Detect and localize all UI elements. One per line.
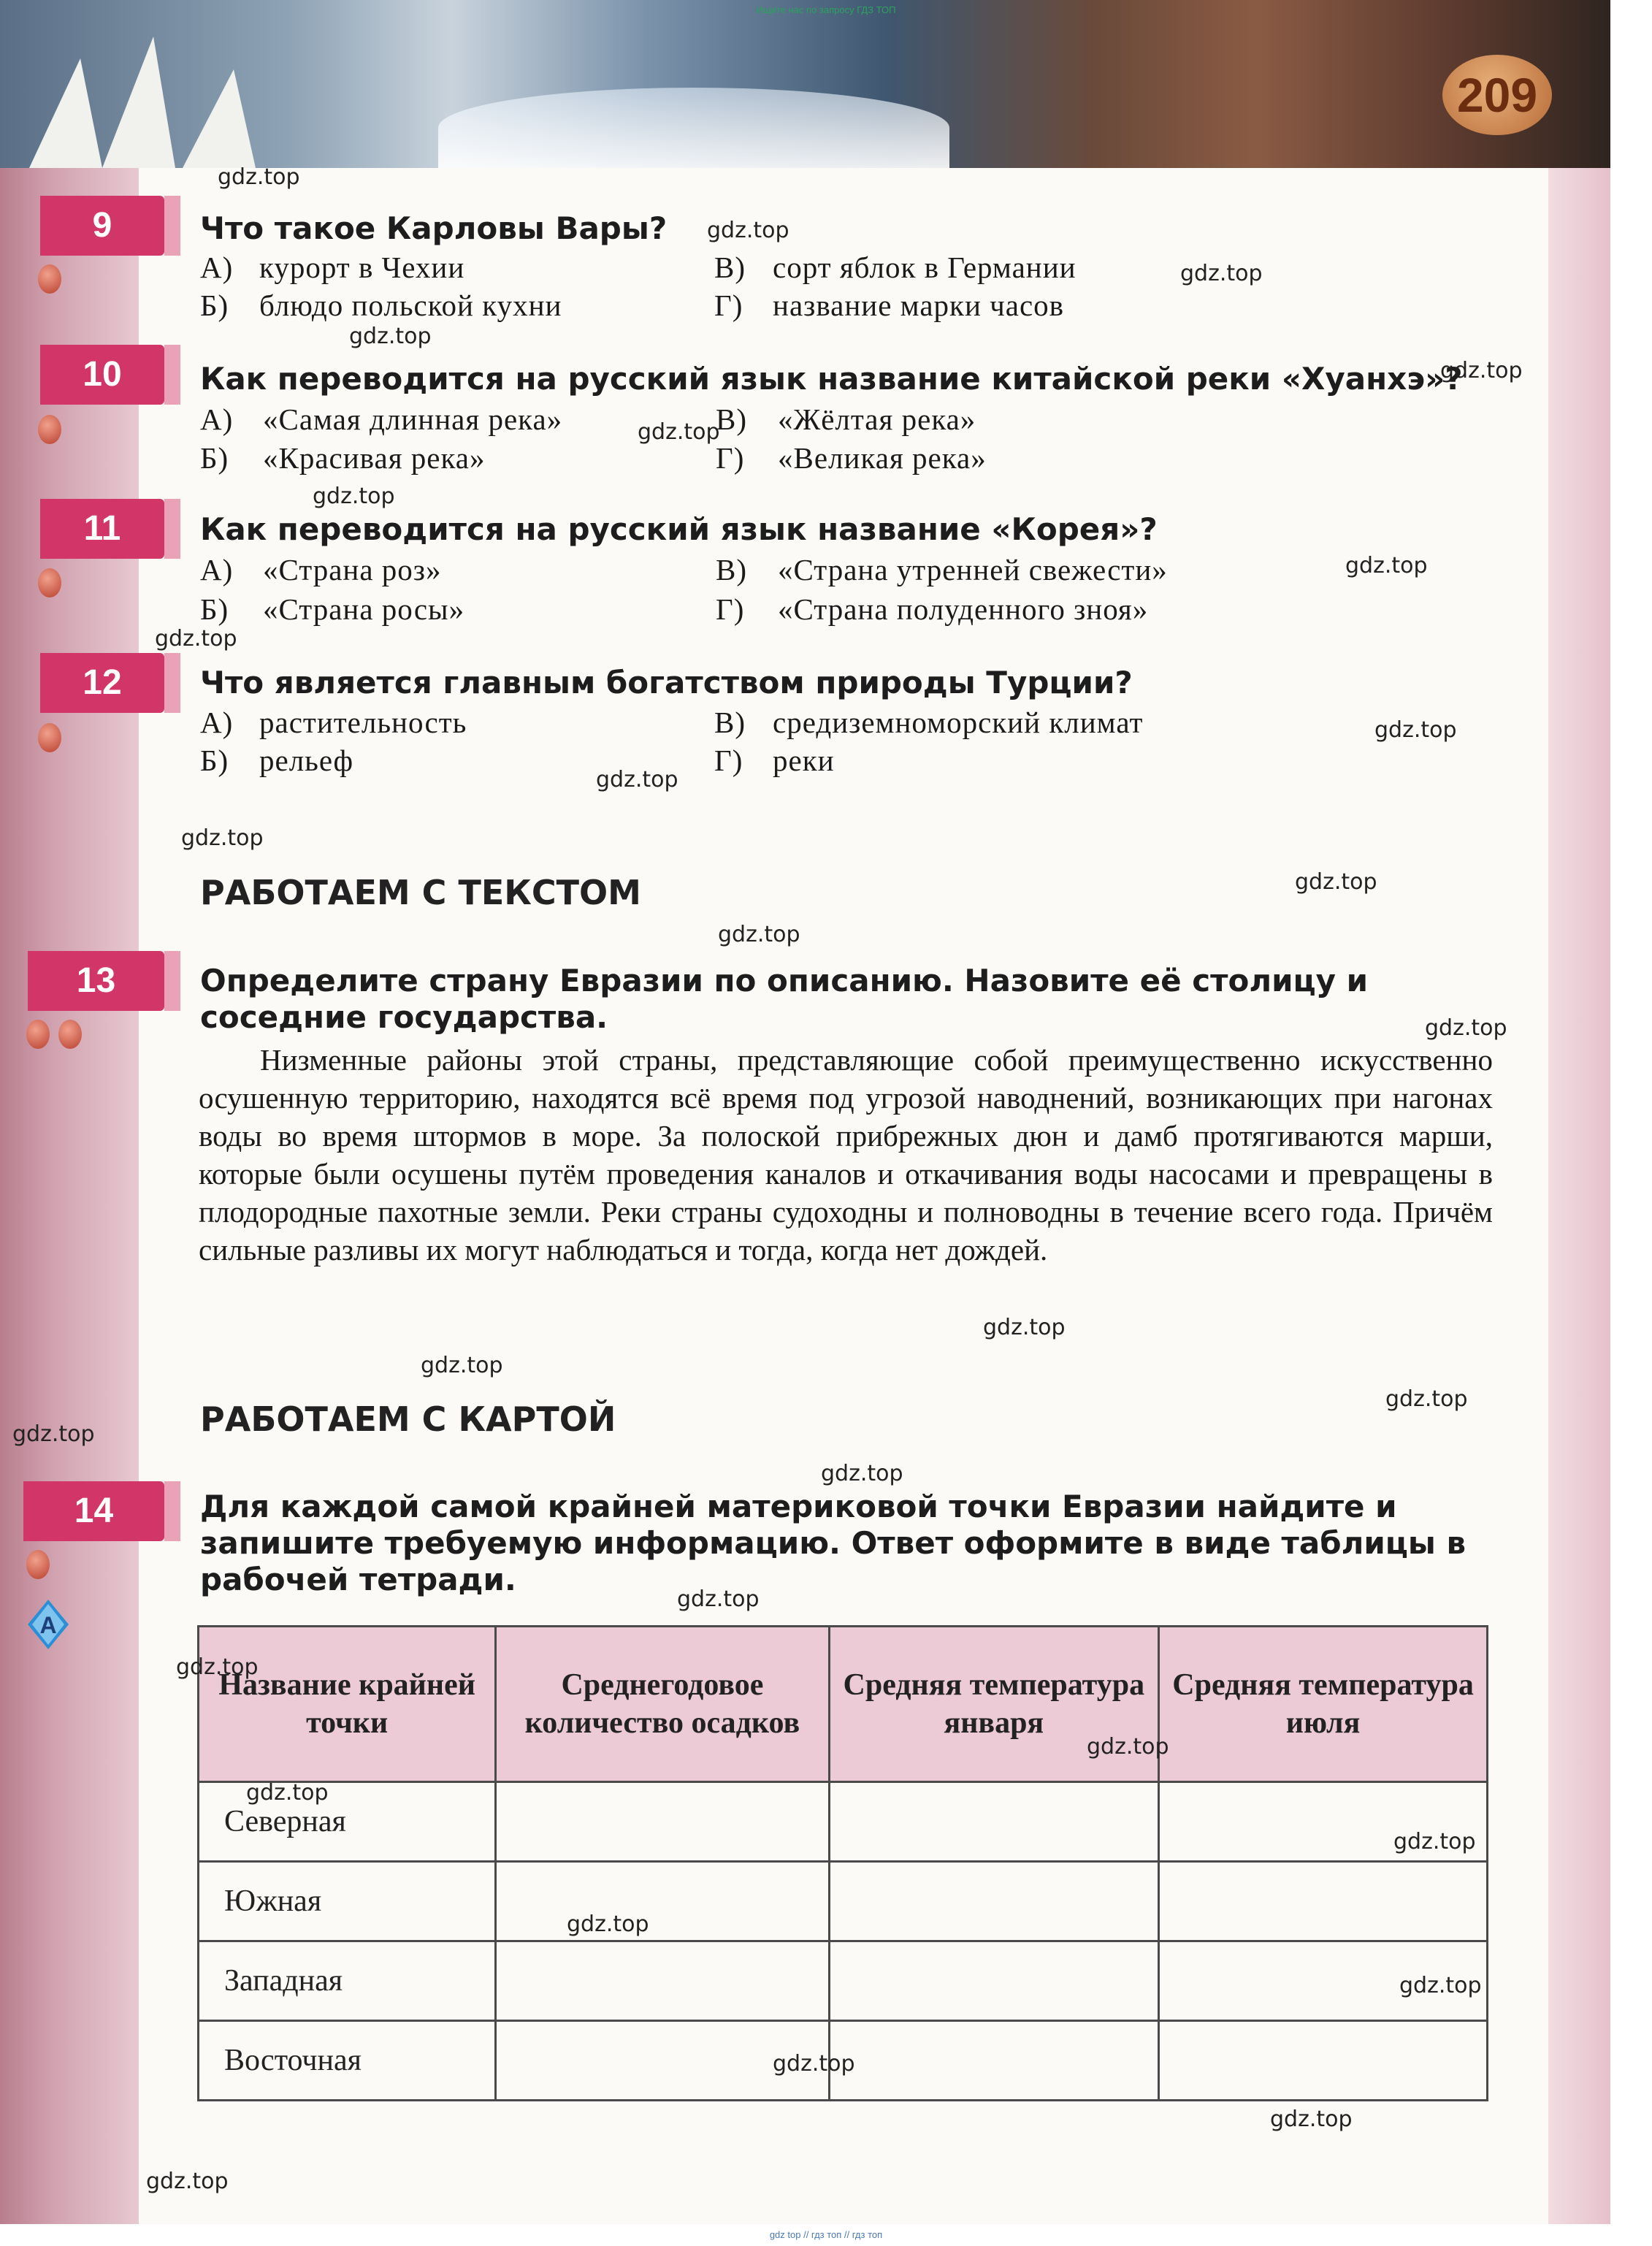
row-label: Северная [199,1782,496,1862]
table-header: Средняя температура июля [1159,1627,1488,1782]
header-photo-banner [0,0,1610,168]
empty-cell [829,1862,1159,1941]
option-text: реки [773,744,835,777]
difficulty-dot [38,568,61,597]
option-text: курорт в Чехии [259,251,465,284]
question-title: Как переводится на русский язык название китайской реки «Хуанхэ»? [200,361,1463,397]
table-row [199,1862,1488,1941]
question-title: Как переводится на русский язык название «Корея»? [200,511,1158,547]
watermark: gdz.top [983,1315,1066,1340]
option-letter: В) [716,553,747,587]
empty-cell [829,1782,1159,1862]
watermark: gdz.top [181,825,264,851]
watermark: gdz.top [1385,1386,1468,1412]
row-label: Южная [199,1862,496,1941]
watermark: gdz.top [1393,1829,1476,1855]
option-letter: Б) [200,289,229,322]
option-text: «Самая длинная река» [263,402,563,436]
option-letter: Г) [714,289,743,322]
opera-house-shell [102,37,175,168]
watermark: gdz.top [155,626,237,652]
option-letter: А) [200,251,234,284]
option-letter: В) [714,706,746,739]
section-heading: РАБОТАЕМ С ТЕКСТОМ [200,873,641,912]
option-text: растительность [259,706,467,739]
table-row [199,1941,1488,2021]
wave-photo [438,88,949,168]
table-header: Среднегодовое количество осадков [496,1627,829,1782]
watermark: gdz.top [821,1461,903,1486]
option-text: «Страна утренней свежести» [778,553,1168,587]
option-text: название марки часов [773,289,1065,322]
option-text: «Великая река» [778,441,987,475]
atlas-icon [28,1600,69,1649]
watermark: gdz.top [246,1780,329,1806]
task-number-badge: 14 [23,1481,164,1541]
watermark: gdz.top [1087,1734,1169,1760]
watermark: gdz.top [146,2169,229,2194]
row-label: Восточная [199,2021,496,2101]
watermark: gdz.top [677,1586,760,1612]
difficulty-dot [26,1550,50,1579]
watermark: gdz.top [596,767,678,792]
question-title: Что такое Карловы Вары? [200,210,668,246]
difficulty-dot [26,1020,50,1049]
option-text: «Страна полуденного зноя» [778,592,1149,626]
watermark: gdz.top [1425,1015,1507,1041]
option-text: блюдо польской кухни [259,289,562,322]
task-number-badge: 11 [40,499,164,559]
watermark: gdz.top [638,419,720,445]
difficulty-dot [58,1020,82,1049]
option-text: «Страна роз» [263,553,442,587]
top-credit-text: Ищите нас по запросу ГДЗ ТОП [756,4,896,15]
table-header: Средняя температура января [829,1627,1159,1782]
option-letter: Б) [200,441,229,475]
task-number-badge: 12 [40,653,164,713]
atlas-icon-letter: A [39,1612,57,1638]
page-number: 209 [1442,55,1552,135]
watermark: gdz.top [12,1421,95,1447]
empty-cell [829,1941,1159,2021]
option-letter: Г) [714,744,743,777]
question-title: Что является главным богатством природы Турции? [200,665,1133,700]
table-row [199,1782,1488,1862]
option-letter: Г) [716,592,745,626]
opera-house-shell [183,69,256,168]
opera-house-shell [29,58,102,168]
watermark: gdz.top [1345,553,1428,578]
option-text: «Страна росы» [263,592,465,626]
row-label: Западная [199,1941,496,2021]
option-letter: В) [714,251,746,284]
task-number-badge: 13 [28,951,164,1011]
watermark: gdz.top [1270,2106,1353,2132]
empty-cell [1159,2021,1488,2101]
difficulty-dot [38,415,61,444]
option-text: средиземноморский климат [773,706,1144,739]
watermark: gdz.top [1440,358,1523,383]
answer-table [197,1625,1488,2101]
left-decorative-strip [0,0,139,2224]
bottom-credit-text: gdz top // гдз топ // гдз топ [769,2229,883,2240]
task-number-badge: 10 [40,345,164,405]
empty-cell [496,1782,829,1862]
right-decorative-strip [1548,168,1610,2224]
option-text: рельеф [259,744,354,777]
empty-cell [829,2021,1159,2101]
watermark: gdz.top [218,164,300,190]
option-letter: Г) [716,441,745,475]
option-text: «Красивая река» [263,441,486,475]
watermark: gdz.top [1374,717,1457,743]
watermark: gdz.top [567,1911,649,1937]
watermark: gdz.top [1399,1973,1482,1998]
table-header: Название крайней точки [199,1627,496,1782]
option-letter: А) [200,553,234,587]
option-letter: Б) [200,744,229,777]
difficulty-dot [38,723,61,752]
task-number-badge: 9 [40,196,164,256]
empty-cell [1159,1862,1488,1941]
difficulty-dot [38,264,61,294]
watermark: gdz.top [349,324,432,349]
watermark: gdz.top [707,218,789,243]
option-letter: А) [200,402,234,436]
task-title: Определите страну Евразии по описанию. Назовите её столицу и соседние государства. [200,963,1369,1035]
option-letter: А) [200,706,234,739]
watermark: gdz.top [176,1654,259,1680]
watermark: gdz.top [1180,261,1263,286]
watermark: gdz.top [421,1353,503,1378]
task-title: Для каждой самой крайней материковой точки Евразии найдите и запишите требуемую информацию. Ответ оформите в виде таблицы в рабочей тетради. [200,1489,1466,1597]
option-text: «Жёлтая река» [778,402,976,436]
empty-cell [496,1862,829,1941]
watermark: gdz.top [773,2051,855,2077]
option-text: сорт яблок в Германии [773,251,1077,284]
watermark: gdz.top [718,922,800,947]
description-paragraph: Низменные районы этой страны, представляющие собой преимущественно искусственно осушенную территорию, находятся всё время под угрозой наводнений, возникающих при нагонах воды во время штормов в море. За полоской прибрежных дюн и дамб протягиваются марши, которые были осушены путём проведения каналов и откачивания воды насосами и превращены в плодородные пахотные земли. Реки страны судоходны и полноводны в течение всего года. Причём сильные разливы их могут наблюдаться и тогда, когда нет дождей. [199,1043,1493,1267]
option-letter: В) [716,402,747,436]
empty-cell [496,1941,829,2021]
watermark: gdz.top [1295,869,1377,895]
option-letter: Б) [200,592,229,626]
section-heading: РАБОТАЕМ С КАРТОЙ [200,1399,616,1439]
watermark: gdz.top [313,484,395,509]
